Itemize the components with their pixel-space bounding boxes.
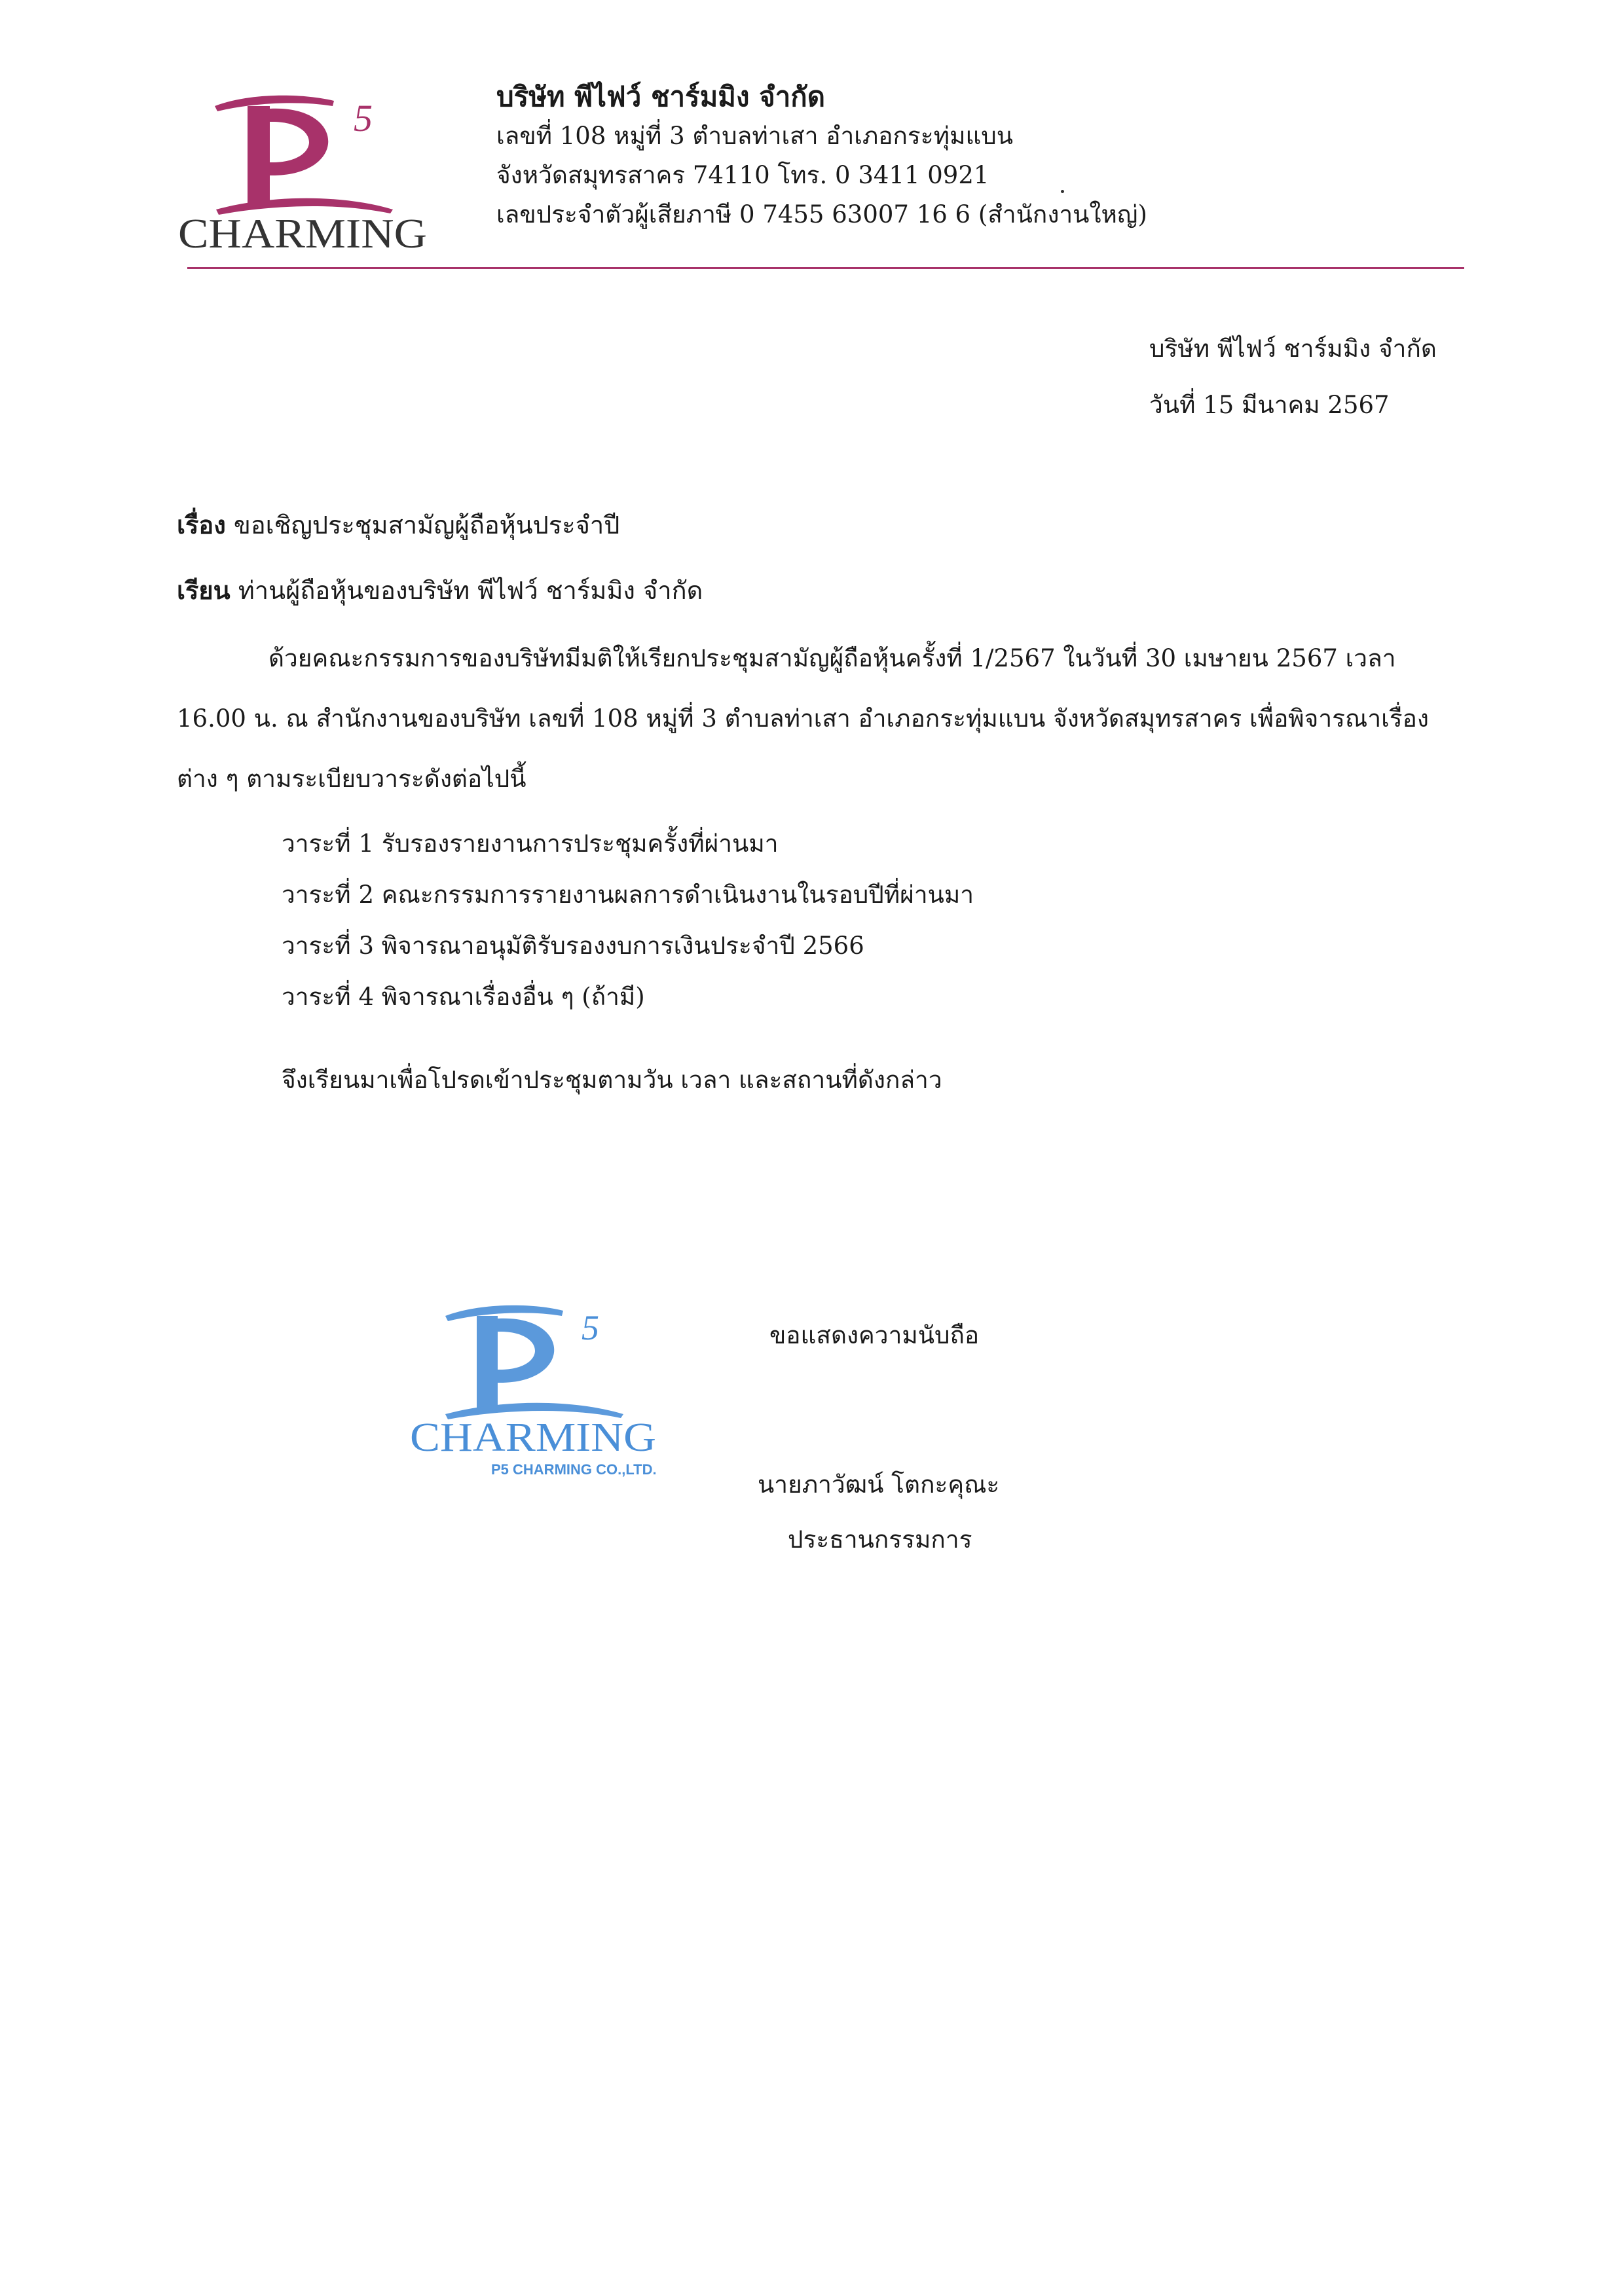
subject-block (177, 492, 703, 623)
agenda-item: วาระที่ 1 รับรองรายงานการประชุมครั้งที่ผ่านมา (282, 829, 779, 858)
regards-text: ขอแสดงความนับถือ (769, 1321, 980, 1349)
subject-label: เรื่อง (177, 510, 226, 539)
letterhead-address-2: จังหวัดสมุทรสาคร 74110 โทร. 0 3411 0921 (496, 161, 989, 189)
letterhead (496, 77, 1147, 234)
logo-wordmark: CHARMING (178, 210, 427, 255)
company-logo (177, 79, 452, 255)
header-divider (187, 267, 1464, 269)
subject-line (177, 492, 703, 558)
agenda-item: วาระที่ 3 พิจารณาอนุมัติรับรองงบการเงินประจำปี 2566 (282, 932, 864, 960)
recipient-line (177, 558, 703, 623)
body-paragraph (177, 629, 1460, 809)
letter-date: วันที่ 15 มีนาคม 2567 (1149, 391, 1390, 419)
sender-block (1149, 321, 1437, 433)
company-stamp (407, 1290, 682, 1486)
signer-title: ประธานกรรมการ (788, 1525, 972, 1554)
recipient-label: เรียน (177, 575, 231, 605)
letterhead-company-name: บริษัท พีไฟว์ ชาร์มมิง จำกัด (496, 81, 826, 113)
closing-sentence: จึงเรียนมาเพื่อโปรดเข้าประชุมตามวัน เวลา และสถานที่ดังกล่าว (282, 1066, 942, 1094)
agenda-list (282, 818, 974, 1023)
stamp-superscript: 5 (581, 1308, 599, 1347)
agenda-item: วาระที่ 2 คณะกรรมการรายงานผลการดำเนินงานในรอบปีที่ผ่านมา (282, 881, 974, 909)
letterhead-address-1: เลขที่ 108 หมู่ที่ 3 ตำบลท่าเสา อำเภอกระทุ่มแบน (496, 122, 1014, 150)
scan-speck (1061, 190, 1064, 193)
recipient-text: ท่านผู้ถือหุ้นของบริษัท พีไฟว์ ชาร์มมิง จำกัด (230, 576, 703, 605)
signer-name: นายภาวัฒน์ โตกะคุณะ (758, 1470, 1000, 1499)
logo-superscript: 5 (354, 97, 373, 139)
stamp-wordmark: CHARMING (410, 1415, 656, 1460)
stamp-company-subtext: P5 CHARMING CO.,LTD. (491, 1461, 657, 1478)
subject-text: ขอเชิญประชุมสามัญผู้ถือหุ้นประจำปี (225, 511, 620, 539)
agenda-item: วาระที่ 4 พิจารณาเรื่องอื่น ๆ (ถ้ามี) (282, 983, 645, 1011)
body-text: ด้วยคณะกรรมการของบริษัทมีมติให้เรียกประชุมสามัญผู้ถือหุ้นครั้งที่ 1/2567 ในวันที่ 30 เมษายน 2567 เวลา 16.00 น. ณ สำนักงานของบริษัท เลขที่ 108 หมู่ที่ 3 ตำบลท่าเสา อำเภอกระทุ่มแบน จังหวัดสมุทรสาคร เพื่อพิจารณาเรื่องต่าง ๆ ตามระเบียบวาระดังต่อไปนี้ (177, 644, 1429, 793)
letterhead-tax-id: เลขประจำตัวผู้เสียภาษี 0 7455 63007 16 6 (สำนักงานใหญ่) (496, 200, 1147, 228)
sender-company: บริษัท พีไฟว์ ชาร์มมิง จำกัด (1149, 335, 1437, 363)
